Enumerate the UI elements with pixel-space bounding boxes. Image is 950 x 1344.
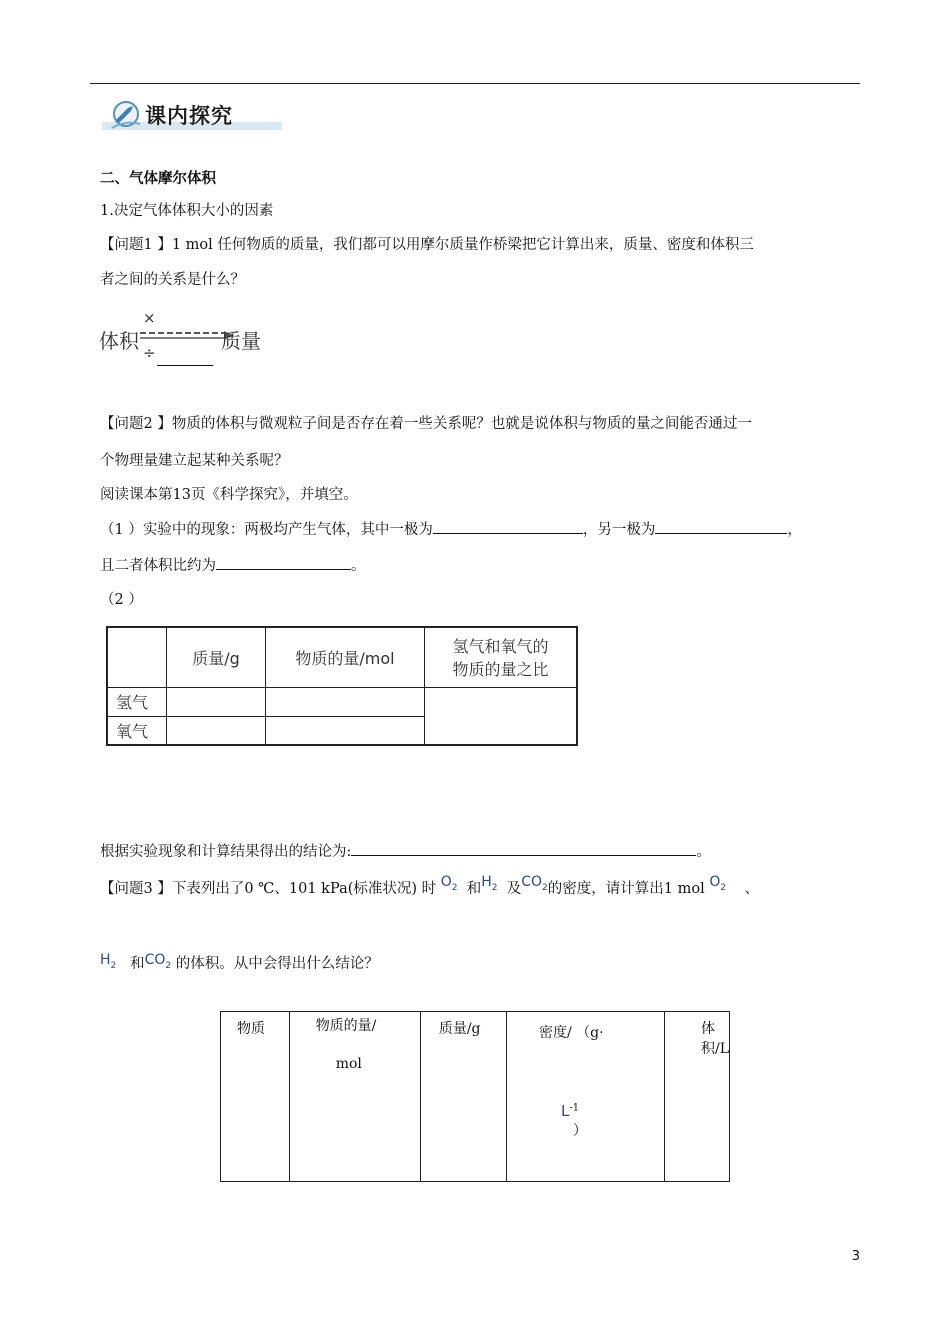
conclusion-blank[interactable]: [351, 841, 696, 856]
q2-line1: 【问题2 】物质的体积与微观粒子间是否存在着一些关系呢？也就是说体积与物质的量之间能否通过一: [100, 416, 752, 432]
q2-read: 阅读课本第13页《科学探究》，并填空。: [100, 487, 358, 503]
formula-blank: [157, 365, 213, 366]
formula-h2: [481, 874, 498, 893]
t1-cell-o-moles[interactable]: [266, 716, 425, 745]
q3-text-b: 的密度，请计算出1 mol: [547, 881, 705, 897]
q3-comma: 、: [744, 881, 760, 897]
t1-cell-h-moles[interactable]: [266, 687, 425, 716]
gas-ratio-table: [106, 626, 578, 746]
page-number: 3: [851, 1249, 860, 1264]
t1-header-ratio: [425, 627, 578, 687]
t2-header-density-l1: 密度/ （g·: [539, 1025, 604, 1041]
q2-line2: 个物理量建立起某种关系呢？: [100, 453, 289, 469]
t1-header-moles: 物质的量/mol: [266, 627, 425, 687]
t1-cell-h-mass[interactable]: [167, 687, 266, 716]
formula-divide: ÷: [143, 344, 156, 362]
h2b-symbol: H: [100, 952, 111, 968]
q2-part2: （2 ）: [100, 592, 143, 608]
h2b-subscript: 2: [110, 960, 117, 971]
q3-text-a: 【问题3 】下表列出了0 ℃、101 kPa(标准状况) 时: [100, 881, 437, 897]
q3-he: 和: [130, 956, 145, 972]
section-badge-title: 课内探究: [145, 104, 233, 128]
q2-blank-pole1[interactable]: [433, 519, 583, 534]
formula-volume: 体积: [99, 329, 139, 353]
formula-co2: [521, 874, 548, 893]
conclusion-end: 。: [696, 844, 711, 860]
q2-blank-pole2[interactable]: [655, 519, 787, 534]
t1-cell-ratio[interactable]: [425, 687, 578, 745]
q1-line2: 者之间的关系是什么？: [100, 272, 245, 288]
t1-header-ratio-line2: 物质的量之比: [452, 660, 549, 680]
co2b-subscript: 2: [165, 960, 172, 971]
t2-header-moles: [289, 1012, 420, 1182]
formula-h2-b: [100, 952, 117, 971]
t2-unit-l: L: [561, 1102, 570, 1120]
t2-unit-exp: -1: [569, 1102, 580, 1114]
t2-header-volume: 体积/L: [664, 1012, 729, 1182]
q2-ratio-text: 且二者体积比约为: [100, 558, 216, 574]
q2-part1: [100, 519, 802, 540]
q1-line1: 【问题1 】1 mol 任何物质的质量，我们都可以用摩尔质量作桥梁把它计算出来，质量、密度和体积三: [100, 237, 754, 253]
formula-o2-b: [709, 874, 727, 893]
q2-blank-ratio[interactable]: [216, 555, 351, 570]
t1-cell-o-mass[interactable]: [167, 716, 266, 745]
gas-density-table: [220, 1011, 730, 1182]
h2-symbol: H: [481, 874, 492, 890]
q3-and: 和: [466, 881, 482, 897]
t2-header-mass: 质量/g: [420, 1012, 506, 1182]
t2-header-moles-l2: mol: [335, 1056, 362, 1072]
q3-line1: [100, 874, 760, 905]
o2b-subscript: 2: [720, 882, 727, 893]
co2-symbol: CO: [521, 874, 543, 890]
t2-header-substance: 物质: [221, 1012, 290, 1182]
q2-part1-text-a: （1 ）实验中的现象：两极均产生气体，其中一极为: [100, 522, 433, 538]
t1-header-ratio-line1: 氢气和氧气的: [452, 637, 549, 657]
formula-co2-b: [144, 952, 172, 971]
formula-o2: [440, 874, 458, 893]
table-row: [107, 687, 577, 716]
t2-unit-close: ）: [573, 1123, 588, 1139]
formula-mass: 质量: [221, 329, 261, 353]
t2-header-moles-l1: 物质的量/: [315, 1018, 377, 1034]
o2-symbol: O: [440, 874, 452, 890]
section-heading: 二、气体摩尔体积: [100, 171, 216, 187]
q2-part1-text-c: ，: [787, 522, 802, 538]
subsection-1: 1.决定气体体积大小的因素: [100, 203, 274, 219]
q2-part1-text-b: ，另一极为: [582, 522, 656, 538]
co2-subscript: 2: [542, 882, 548, 893]
formula-times: ×: [143, 309, 156, 327]
q2-part1-ratio: [100, 555, 366, 576]
t2-header-density: [507, 1012, 665, 1182]
t1-header-mass: 质量/g: [167, 627, 266, 687]
q3-line2: [100, 954, 379, 980]
q3-text-c: 的体积。从中会得出什么结论？: [175, 956, 379, 972]
q3-ji: 及: [506, 881, 522, 897]
conclusion-text: 根据实验现象和计算结果得出的结论为:: [100, 844, 352, 860]
t1-row-hydrogen: 氢气: [107, 687, 167, 716]
top-rule: [90, 83, 860, 84]
q2-ratio-end: 。: [351, 558, 366, 574]
t1-corner: [107, 627, 167, 687]
o2b-symbol: O: [709, 874, 721, 890]
t2-density-unit: [539, 1102, 664, 1140]
co2b-symbol: CO: [144, 952, 166, 968]
conclusion: [100, 841, 711, 862]
o2-subscript: 2: [451, 882, 458, 893]
t1-row-oxygen: 氧气: [107, 716, 167, 745]
h2-subscript: 2: [491, 882, 498, 893]
